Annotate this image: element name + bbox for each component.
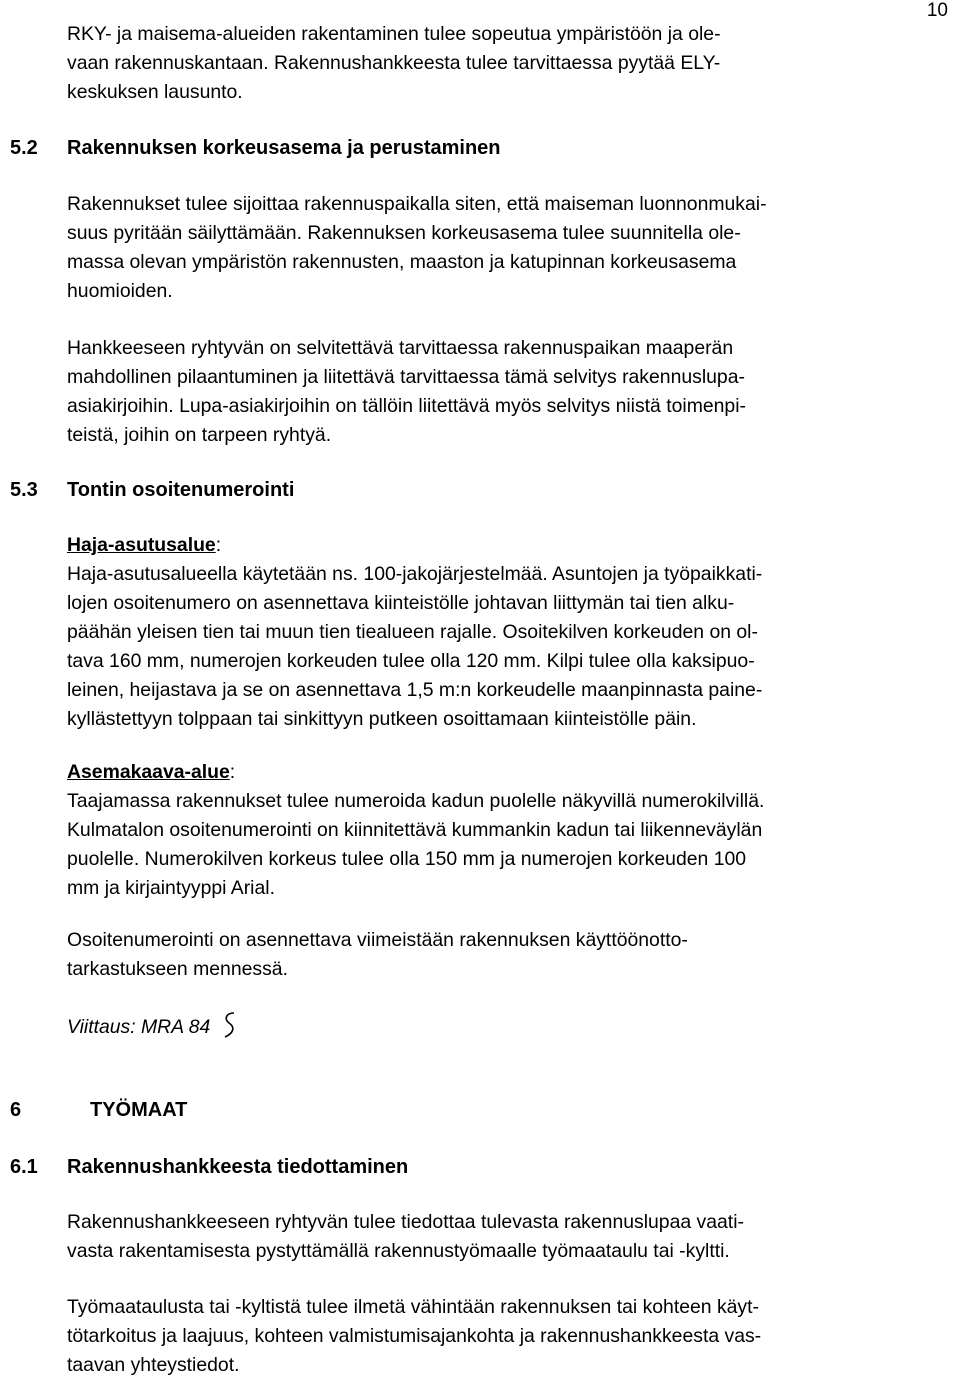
section-5-2-paragraph-2 (67, 334, 960, 450)
text-line: Haja-asutusalueella käytetään ns. 100-jakojärjestelmää. Asuntojen ja työpaikkati- (67, 563, 763, 585)
text-line: Osoitenumerointi on asennettava viimeistään rakennuksen käyttöönotto- (67, 929, 688, 951)
subheading-colon: : (215, 534, 222, 556)
text-line: tarkastukseen mennessä. (67, 958, 288, 980)
text-line: lojen osoitenumero on asennettava kiinteistölle johtavan liittymän tai tien alku- (67, 592, 735, 614)
text-line: päähän yleisen tien tai muun tien tiealueen rajalle. Osoitekilven korkeuden on ol- (67, 621, 758, 643)
section-title: Rakennushankkeesta tiedottaminen (67, 1156, 409, 1178)
subheading (67, 531, 960, 560)
text-line: huomioiden. (67, 280, 173, 302)
intro-paragraph (67, 20, 960, 107)
section-5-2-paragraph-1 (67, 190, 960, 306)
text-line: Työmaataulusta tai -kyltistä tulee ilmetä vähintään rakennuksen tai kohteen käyt- (67, 1296, 759, 1318)
section-6-1-paragraph-2 (67, 1293, 960, 1380)
reference-line (67, 1011, 960, 1048)
text-line: Taajamassa rakennukset tulee numeroida kadun puolelle näkyvillä numerokilvillä. (67, 790, 765, 812)
section-6-1-paragraph-1 (67, 1208, 960, 1266)
text-line: tötarkoitus ja laajuus, kohteen valmistumisajankohta ja rakennushankkeesta vas- (67, 1325, 762, 1347)
text-line: RKY- ja maisema-alueiden rakentaminen tulee sopeutua ympäristöön ja ole- (67, 23, 721, 45)
text-line: Kulmatalon osoitenumerointi on kiinnitettävä kummankin kadun tai liikenneväylän (67, 819, 763, 841)
section-number: 5.3 (10, 479, 38, 501)
subheading-label: Haja-asutusalue (67, 534, 216, 556)
text-line: massa olevan ympäristön rakennusten, maaston ja katupinnan korkeusasema (67, 251, 737, 273)
reference-text: Viittaus: MRA 84 (67, 1016, 211, 1038)
section-number: 5.2 (10, 137, 38, 159)
section-title: TYÖMAAT (90, 1099, 188, 1121)
text-line: mm ja kirjaintyyppi Arial. (67, 877, 275, 899)
reference-mark-icon (220, 1011, 240, 1048)
section-number: 6 (10, 1099, 22, 1121)
text-line: kyllästettyyn tolppaan tai sinkittyyn putkeen osoittamaan kiinteistölle päin. (67, 708, 697, 730)
section-number: 6.1 (10, 1156, 38, 1178)
section-title: Rakennuksen korkeusasema ja perustaminen (67, 137, 501, 159)
subheading (67, 758, 960, 787)
haja-asutusalue-block (67, 531, 960, 734)
text-line: Hankkeeseen ryhtyvän on selvitettävä tarvittaessa rakennuspaikan maaperän (67, 337, 734, 359)
text-line: suus pyritään säilyttämään. Rakennuksen korkeusasema tulee suunnitella ole- (67, 222, 741, 244)
text-line: vaan rakennuskantaan. Rakennushankkeesta tulee tarvittaessa pyytää ELY- (67, 52, 721, 74)
text-line: mahdollinen pilaantuminen ja liitettävä tarvittaessa tämä selvitys rakennuslupa- (67, 366, 745, 388)
asemakaava-alue-block (67, 758, 960, 903)
text-line: leinen, heijastava ja se on asennettava 1,5 m:n korkeudelle maanpinnasta paine- (67, 679, 763, 701)
text-line: asiakirjoihin. Lupa-asiakirjoihin on tällöin liitettävä myös selvitys niistä toimenpi- (67, 395, 746, 417)
subheading-colon: : (229, 761, 236, 783)
subheading-label: Asemakaava-alue (67, 761, 230, 783)
text-line: Rakennukset tulee sijoittaa rakennuspaikalla siten, että maiseman luonnonmukai- (67, 193, 767, 215)
section-5-3-final-paragraph (67, 926, 960, 984)
text-line: puolelle. Numerokilven korkeus tulee olla 150 mm ja numerojen korkeuden 100 (67, 848, 747, 870)
text-line: keskuksen lausunto. (67, 81, 243, 103)
page-number: 10 (926, 0, 948, 21)
text-line: vasta rakentamisesta pystyttämällä rakennustyömaalle työmaataulu tai -kyltti. (67, 1240, 730, 1262)
section-title: Tontin osoitenumerointi (67, 479, 295, 501)
text-line: teistä, joihin on tarpeen ryhtyä. (67, 424, 332, 446)
text-line: Rakennushankkeeseen ryhtyvän tulee tiedottaa tulevasta rakennuslupaa vaati- (67, 1211, 744, 1233)
text-line: tava 160 mm, numerojen korkeuden tulee olla 120 mm. Kilpi tulee olla kaksipuo- (67, 650, 755, 672)
text-line: taavan yhteystiedot. (67, 1354, 240, 1376)
